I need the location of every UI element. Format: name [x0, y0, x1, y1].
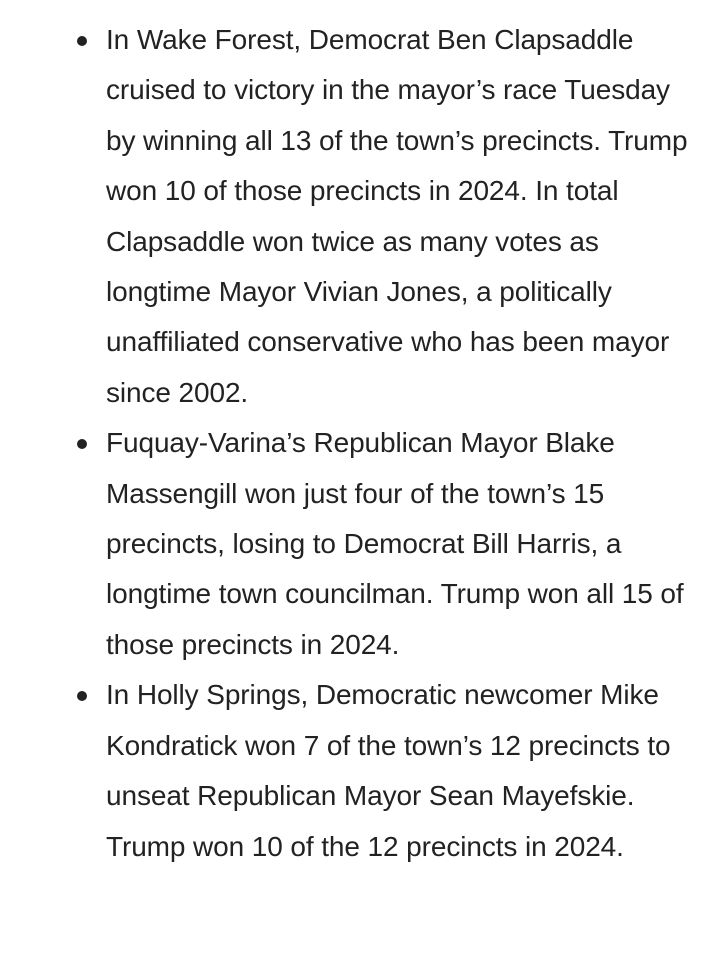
list-item-text: In Wake Forest, Democrat Ben Clapsaddle cruised to victory in the mayor’s race Tuesday by winning all 13 of the town’s precincts. Trump won 10 of those precincts in 2024. In total Clapsaddle won twice as many votes as longtime Mayor Vivian Jones, a politically unaffiliated conservative who has been mayor since 2002.	[106, 24, 688, 408]
list-item	[0, 15, 711, 418]
bullet-dot-icon	[77, 439, 87, 449]
bullet-dot-icon	[77, 36, 87, 46]
list-item-text: In Holly Springs, Democratic newcomer Mike Kondratick won 7 of the town’s 12 precincts to unseat Republican Mayor Sean Mayefskie. Trump won 10 of the 12 precincts in 2024.	[106, 679, 671, 862]
article-bullet-list	[0, 15, 711, 872]
list-item	[0, 670, 711, 872]
list-item	[0, 418, 711, 670]
bullet-dot-icon	[77, 691, 87, 701]
list-item-text: Fuquay-Varina’s Republican Mayor Blake Massengill won just four of the town’s 15 precincts, losing to Democrat Bill Harris, a longtime town councilman. Trump won all 15 of those precincts in 2024.	[106, 427, 684, 660]
